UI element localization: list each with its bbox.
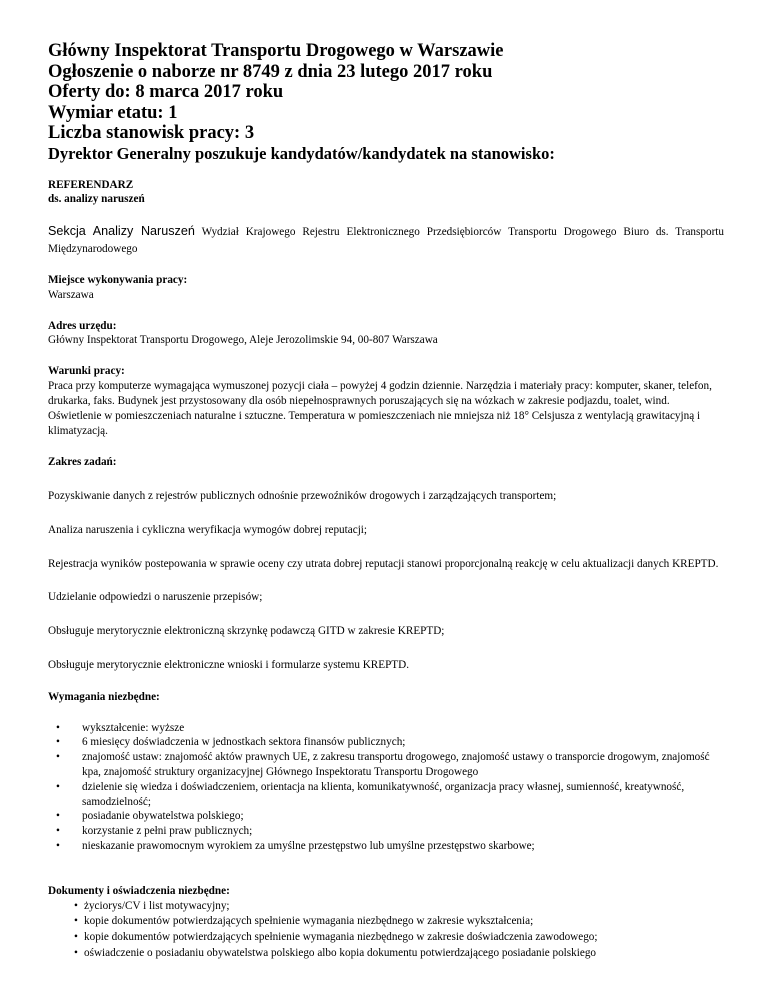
duty-item: Analiza naruszenia i cykliczna weryfikacja wymogów dobrej reputacji; — [48, 523, 368, 536]
requirements-list — [48, 721, 724, 854]
bullet-icon: • — [56, 780, 60, 793]
list-item: • życiorys/CV i list motywacyjny; — [48, 899, 724, 915]
list-item: • nieskazanie prawomocnym wyrokiem za umyślne przestępstwo lub umyślne przestępstwo skarbowe; — [56, 840, 535, 853]
list-item: • kopie dokumentów potwierdzających spełnienie wymagania niezbędnego w zakresie doświadczenia zawodowego; — [48, 930, 724, 946]
bullet-icon: • — [56, 810, 60, 823]
bullet-icon: • — [56, 751, 60, 764]
bullet-icon: • — [74, 915, 78, 928]
bullet-icon: • — [56, 721, 60, 734]
duty-item: Obsługuje merytorycznie elektroniczne wnioski i formularze systemu KREPTD. — [48, 659, 410, 672]
list-item: • kopie dokumentów potwierdzających spełnienie wymagania niezbędnego w zakresie wykształcenia; — [48, 914, 724, 930]
list-item: • znajomość ustaw: znajomość aktów prawnych UE, z zakresu transportu drogowego, znajomość ustawy o transporcie drogowym, znajomość kpa, znajomość struktury organizacyjnej Głównego Inspektoratu Transportu Drogowego — [56, 751, 710, 779]
list-item: • 6 miesięcy doświadczenia w jednostkach sektora finansów publicznych; — [56, 736, 406, 749]
bullet-icon: • — [74, 899, 78, 912]
offer-deadline: Oferty do: 8 marca 2017 roku — [48, 82, 284, 102]
bullet-icon: • — [56, 736, 60, 749]
conditions-label: Warunki pracy: — [48, 365, 125, 378]
duty-item: Pozyskiwanie danych z rejestrów publicznych odnośnie przewoźników drogowych i zarządzających transportem; — [48, 489, 557, 502]
bullet-icon: • — [56, 840, 60, 853]
address-value: Główny Inspektorat Transportu Drogowego, Aleje Jerozolimskie 94, 00-807 Warszawa — [48, 334, 438, 347]
bullet-icon: • — [74, 947, 78, 960]
requirements-label: Wymagania niezbędne: — [48, 690, 160, 703]
conditions-value: Praca przy komputerze wymagająca wymuszonej pozycji ciała – powyżej 4 godzin dziennie. Narzędzia i materiały pracy: komputer, skaner, telefon, drukarka, faks. Budynek jest przystosowany dla osób niepełnosprawnych poruszających się na wózkach w zakresie podjazdu, toalet, wind. Oświetlenie w pomieszczeniach naturalne i sztuczne. Temperatura w pomieszczeniach nie mniejsza niż 18° Celsjusza z wentylacją grawitacyjną i klimatyzacją. — [48, 380, 712, 438]
position-title: REFERENDARZ — [48, 178, 134, 191]
position-subtitle: ds. analizy naruszeń — [48, 193, 145, 206]
bullet-icon: • — [56, 825, 60, 838]
duties-label: Zakres zadań: — [48, 456, 117, 469]
positions-count: Liczba stanowisk pracy: 3 — [48, 123, 255, 143]
list-item: • dzielenie się wiedza i doświadczeniem, orientacja na klienta, komunikatywność, organizacja pracy własnej, sumienność, kreatywność, samodzielność; — [56, 780, 685, 808]
organizational-unit — [48, 223, 724, 258]
posting-header — [48, 41, 724, 164]
list-item: • korzystanie z pełni praw publicznych; — [56, 825, 253, 838]
workplace-label: Miejsce wykonywania pracy: — [48, 274, 188, 287]
job-posting-document — [48, 41, 724, 962]
documents-list — [48, 899, 724, 962]
list-item: • oświadczenie o posiadaniu obywatelstwa polskiego albo kopia dokumentu potwierdzającego posiadanie polskiego — [48, 946, 724, 962]
address-label: Adres urzędu: — [48, 319, 117, 332]
duty-item: Obsługuje merytorycznie elektroniczną skrzynkę podawczą GITD w zakresie KREPTD; — [48, 625, 445, 638]
agency-name: Główny Inspektorat Transportu Drogowego w Warszawie — [48, 41, 504, 61]
list-item: • wykształcenie: wyższe — [56, 721, 185, 734]
section-rest: Wydział Krajowego Rejestru Elektronicznego Przedsiębiorców Transportu Drogowego Biuro ds. Transportu Międzynarodowego — [48, 226, 724, 256]
work-time: Wymiar etatu: 1 — [48, 102, 178, 123]
duty-item: Rejestracja wyników postepowania w sprawie oceny czy utrata dobrej reputacji stanowi proporcjonalną reakcję w celu aktualizacji danych KREPTD. — [48, 558, 719, 571]
conditions-block — [48, 364, 724, 439]
workplace-block — [48, 273, 724, 303]
director-search-line: Dyrektor Generalny poszukuje kandydatów/kandydatek na stanowisko: — [48, 143, 555, 163]
workplace-value: Warszawa — [48, 288, 94, 301]
address-block — [48, 319, 724, 349]
section-name: Sekcja Analizy Naruszeń — [48, 224, 195, 239]
position-block — [48, 178, 724, 208]
bullet-icon: • — [74, 931, 78, 944]
duty-item: Udzielanie odpowiedzi o naruszenie przepisów; — [48, 591, 263, 604]
posting-number: Ogłoszenie o naborze nr 8749 z dnia 23 lutego 2017 roku — [48, 61, 493, 82]
documents-label: Dokumenty i oświadczenia niezbędne: — [48, 884, 230, 897]
list-item: • posiadanie obywatelstwa polskiego; — [56, 810, 244, 823]
